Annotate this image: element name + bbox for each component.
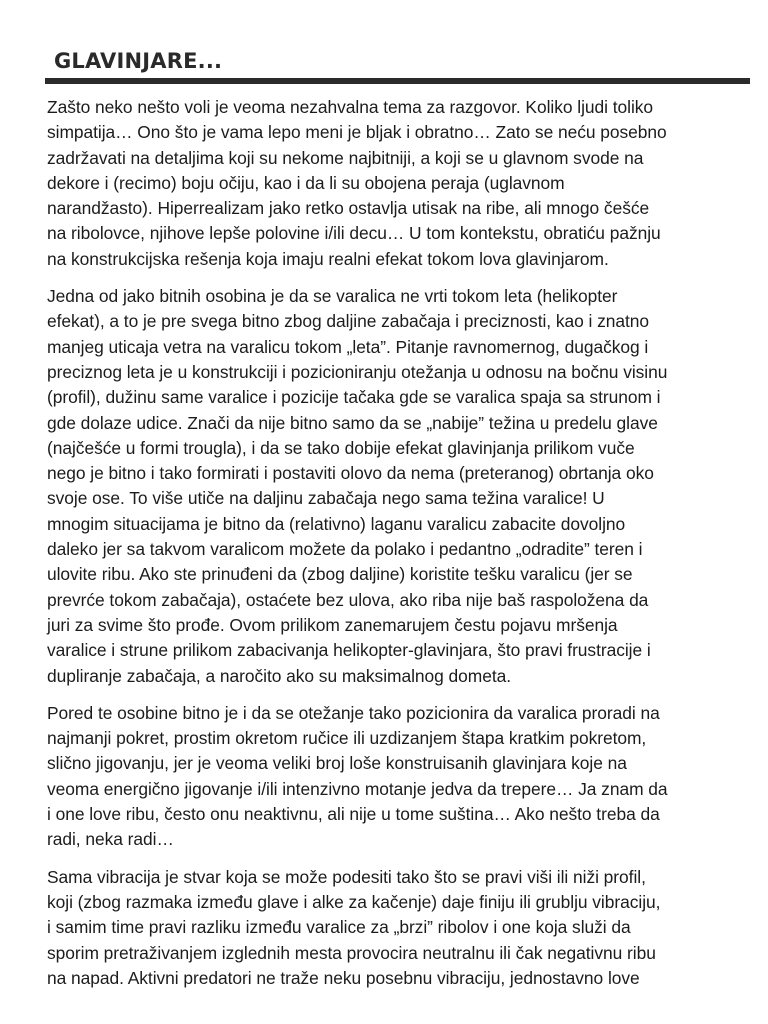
text-line: na ribolovce, njihove lepše polovine i/ili decu… U tom kontekstu, obratiću pažnju — [47, 223, 661, 244]
text-line: narandžasto). Hiperrealizam jako retko ostavlja utisak na ribe, ali mnogo češće — [47, 198, 650, 219]
text-line: efekat), a to je pre svega bitno zbog daljine zabačaja i preciznosti, kao i znatno — [47, 311, 650, 332]
text-line: preciznog leta je u konstrukciji i pozicioniranju otežanja u odnosu na bočnu visinu — [47, 361, 668, 382]
text-line: Pored te osobine bitno je i da se otežanje tako pozicionira da varalica proradi na — [47, 702, 660, 723]
document-title: GLAVINJARE... — [54, 49, 223, 73]
text-line: Jedna od jako bitnih osobina je da se varalica ne vrti tokom leta (helikopter — [47, 286, 618, 307]
text-line: (profil), dužinu same varalice i pozicije tačaka gde se varalica spaja sa strunom i — [47, 387, 661, 408]
article-body — [47, 95, 753, 1003]
paragraph-2 — [47, 284, 753, 689]
text-line: najmanji pokret, prostim okretom ručice ili uzdizanjem štapa kratkim pokretom, — [47, 728, 647, 749]
text-line: sporim pretraživanjem izglednih mesta provocira neutralnu ili čak negativnu ribu — [47, 942, 656, 963]
text-line: simpatija… Ono što je vama lepo meni je bljak i obratno… Zato se neću posebno — [47, 122, 667, 143]
text-line: i samim time pravi razliku između varalice za „brzi” ribolov i one koja služi da — [47, 917, 631, 938]
text-line: radi, neka radi… — [47, 829, 174, 850]
text-line: zadržavati na detaljima koji su nekome najbitniji, a koji se u glavnom svode na — [47, 147, 644, 168]
text-line: manjeg uticaja vetra na varalicu tokom „leta”. Pitanje ravnomernog, dugačkog i — [47, 336, 649, 357]
text-line: veoma energično jigovanje i/ili intenzivno motanje jedva da trepere… Ja znam da — [47, 778, 668, 799]
text-line: dekore i (recimo) boju očiju, kao i da li su obojena peraja (uglavnom — [47, 172, 565, 193]
text-line: svoje ose. To više utiče na daljinu zabačaja nego sama težina varalice! U — [47, 488, 605, 509]
text-line: mnogim situacijama je bitno da (relativno) laganu varalicu zabacite dovoljno — [47, 513, 626, 534]
text-line: i one love ribu, često onu neaktivnu, ali nije u tome suština… Ako nešto treba da — [47, 804, 660, 825]
text-line: Sama vibracija je stvar koja se može podesiti tako što se pravi viši ili niži profil, — [47, 866, 646, 887]
text-line: prevrće tokom zabačaja), ostaćete bez ulova, ako riba nije baš raspoložena da — [47, 589, 649, 610]
paragraph-3 — [47, 701, 753, 853]
text-line: Zašto neko nešto voli je veoma nezahvalna tema za razgovor. Koliko ljudi toliko — [47, 97, 654, 117]
text-line: gde dolaze udice. Znači da nije bitno samo da se „nabije” težina u predelu glave — [47, 412, 658, 433]
text-line: dupliranje zabačaja, a naročito ako su maksimalnog dometa. — [47, 665, 512, 686]
text-line: nego je bitno i tako formirati i postaviti olovo da nema (preteranog) obrtanja oko — [47, 463, 654, 484]
text-line: juri za svime što prođe. Ovom prilikom zanemarujem čestu pojavu mršenja — [47, 614, 618, 635]
text-line: na napad. Aktivni predatori ne traže neku posebnu vibraciju, jednostavno love — [47, 967, 640, 988]
text-line: varalice i strune prilikom zabacivanja helikopter-glavinjara, što pravi frustracije i — [47, 640, 651, 661]
text-line: na konstrukcijska rešenja koja imaju realni efekat tokom lova glavinjarom. — [47, 248, 609, 269]
text-line: daleko jer sa takvom varalicom možete da polako i pedantno „odradite” teren i — [47, 539, 643, 560]
text-line: koji (zbog razmaka između glave i alke za kačenje) daje finiju ili grublju vibraciju, — [47, 891, 661, 912]
paragraph-1 — [47, 95, 753, 272]
paragraph-4 — [47, 865, 753, 991]
text-line: ulovite ribu. Ako ste prinuđeni da (zbog daljine) koristite tešku varalicu (jer se — [47, 564, 633, 585]
title-divider — [45, 78, 750, 84]
text-line: (najčešće u formi trougla), i da se tako dobije efekat glavinjanja prilikom vuče — [47, 437, 635, 458]
text-line: slično jigovanju, jer je veoma veliki broj loše konstruisanih glavinjara koje na — [47, 753, 627, 774]
